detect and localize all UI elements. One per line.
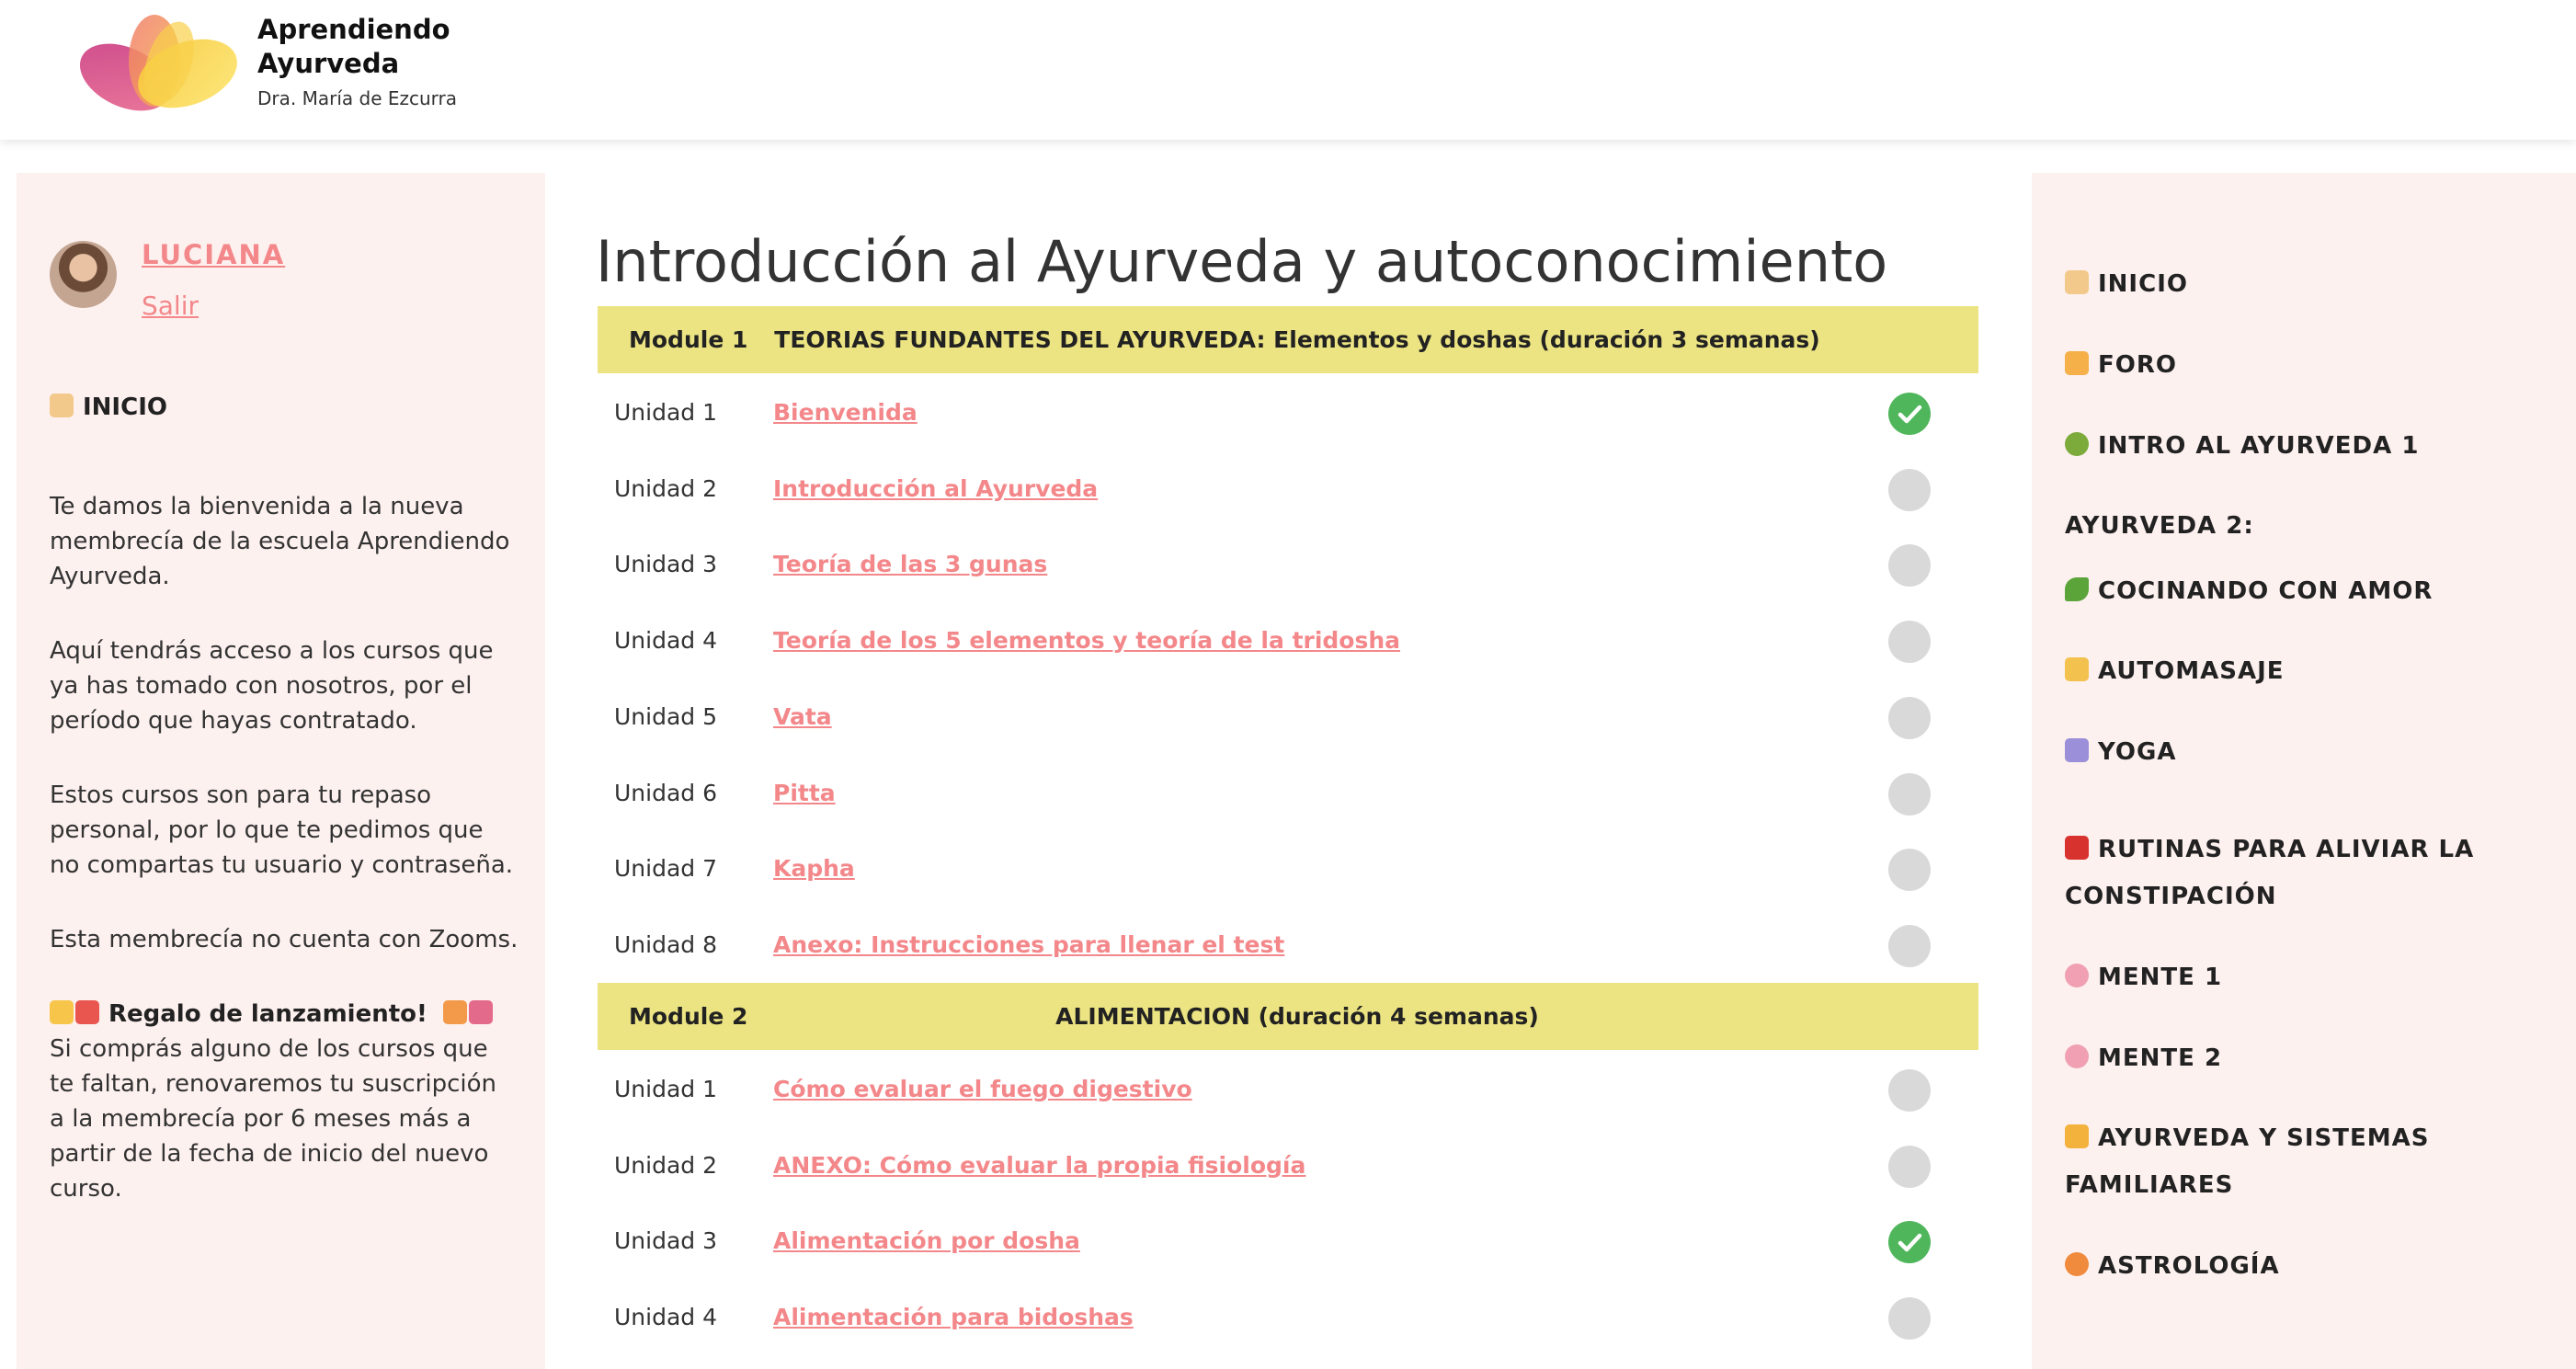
gift-title-text: Regalo de lanzamiento! [108,1000,427,1028]
unit-label: Unidad 1 [614,399,717,426]
unit-row [598,754,1978,829]
person-lotus-icon [2065,738,2089,762]
unit-row [598,450,1978,525]
nav-heading-ayurveda-2 [2065,503,2552,550]
maple-leaf-icon [2065,836,2089,860]
confetti-icon [469,1000,493,1024]
incomplete-status-icon [1888,925,1931,967]
module-title: ALIMENTACION (duración 4 semanas) [1055,1003,1539,1030]
incomplete-status-icon [1888,1146,1931,1188]
party-face-icon [50,1000,74,1024]
incomplete-status-icon [1888,849,1931,891]
unit-link[interactable]: Introducción al Ayurveda [773,475,1099,502]
incomplete-status-icon [1888,621,1931,663]
unit-label: Unidad 3 [614,1227,717,1254]
unit-label: Unidad 5 [614,703,717,730]
unit-link[interactable]: Alimentación para bidoshas [773,1304,1134,1330]
person-massage-icon [2065,657,2089,681]
unit-row [598,1050,1978,1125]
completed-check-icon [1888,393,1931,435]
brand-name[interactable]: Aprendiendo Ayurveda [257,14,450,79]
incomplete-status-icon [1888,544,1931,587]
gift-title [50,997,519,1032]
nav-item-label: RUTINAS PARA ALIVIAR LA CONSTIPACIÓN [2065,836,2475,910]
raised-hand-icon [2065,351,2089,375]
user-name-link[interactable]: LUCIANA [142,239,286,270]
nav-item-label: FORO [2098,351,2177,379]
nav-item-label: AYURVEDA Y SISTEMAS FAMILIARES [2065,1124,2430,1199]
unit-link[interactable]: Alimentación por dosha [773,1227,1080,1254]
privacy-paragraph: Estos cursos son para tu repaso personal, por lo que te pedimos que no compartas tu usuario y contraseña. [50,781,514,879]
nav-item-label: MENTE 2 [2098,1044,2223,1072]
welcome-paragraph: Te damos la bienvenida a la nueva membrecía de la escuela Aprendiendo Ayurveda. [50,493,510,590]
nav-item-astrologia[interactable] [2065,1243,2552,1290]
family-icon [2065,1124,2089,1148]
incomplete-status-icon [1888,1297,1931,1340]
incomplete-status-icon [1888,773,1931,816]
logout-link[interactable]: Salir [142,291,199,321]
gift-section [50,997,519,1206]
lotus-logo-icon[interactable] [77,9,245,114]
house-icon [2065,270,2089,294]
avatar [50,241,117,308]
nav-item-yoga[interactable] [2065,729,2552,776]
nav-item-rutinas-constipacion[interactable] [2065,827,2552,920]
nav-item-label: AUTOMASAJE [2098,657,2285,685]
nav-item-label: ASTROLOGÍA [2098,1252,2280,1280]
unit-row [598,906,1978,981]
zoom-paragraph: Esta membrecía no cuenta con Zooms. [50,926,519,953]
unit-link[interactable]: Vata [773,703,832,730]
brand[interactable] [257,13,496,109]
nav-item-inicio[interactable] [2065,261,2552,308]
unit-row [598,678,1978,753]
module-label: Module 1 [629,326,748,353]
nav-heading-label: AYURVEDA 2: [2065,512,2254,540]
brain-icon [2065,1044,2089,1068]
nav-item-mente-1[interactable] [2065,954,2552,1001]
unit-label: Unidad 4 [614,1304,717,1330]
left-inicio-link[interactable] [50,394,167,421]
unit-link[interactable]: Cómo evaluar el fuego digestivo [773,1076,1192,1102]
unit-label: Unidad 3 [614,551,717,577]
module-header [598,306,1978,373]
module-header [598,983,1978,1050]
unit-link[interactable]: Bienvenida [773,399,918,426]
access-paragraph: Aquí tendrás acceso a los cursos que ya has tomado con nosotros, por el período que hayas contratado. [50,637,494,735]
gift-icon [75,1000,99,1024]
unit-label: Unidad 8 [614,931,717,958]
incomplete-status-icon [1888,697,1931,739]
leafy-green-icon [2065,577,2089,601]
unit-row [598,1202,1978,1277]
unit-row [598,373,1978,449]
party-popper-icon [443,1000,467,1024]
nav-item-label: INTRO AL AYURVEDA 1 [2098,432,2420,460]
nav-item-automasaje[interactable] [2065,648,2552,695]
unit-label: Unidad 1 [614,1076,717,1102]
nav-item-label: INICIO [2098,270,2188,298]
nav-item-label: YOGA [2098,738,2177,766]
avocado-icon [2065,432,2089,456]
page-title: Introducción al Ayurveda y autoconocimiento [596,228,1888,295]
unit-label: Unidad 2 [614,1152,717,1179]
nav-item-label: MENTE 1 [2098,964,2223,991]
unit-label: Unidad 2 [614,475,717,502]
unit-row [598,525,1978,600]
unit-link[interactable]: Anexo: Instrucciones para llenar el test [773,931,1285,958]
brand-subtitle: Dra. María de Ezcurra [257,87,458,109]
brain-icon [2065,964,2089,987]
incomplete-status-icon [1888,469,1931,511]
unit-label: Unidad 4 [614,627,717,654]
nav-item-mente-2[interactable] [2065,1035,2552,1082]
unit-label: Unidad 6 [614,780,717,806]
ringed-planet-icon [2065,1252,2089,1276]
unit-link[interactable]: Teoría de los 5 elementos y teoría de la tridosha [773,627,1401,654]
nav-item-foro[interactable] [2065,342,2552,389]
completed-check-icon [1888,1221,1931,1263]
module-title: TEORIAS FUNDANTES DEL AYURVEDA: Elementos y doshas (duración 3 semanas) [774,326,1820,353]
incomplete-status-icon [1888,1069,1931,1112]
welcome-text [50,489,519,1206]
unit-row [598,1126,1978,1202]
nav-item-label: COCINANDO CON AMOR [2098,577,2434,605]
left-sidebar [17,173,545,1369]
unit-link[interactable]: Pitta [773,780,836,806]
unit-link[interactable]: Kapha [773,855,855,882]
left-inicio-label: INICIO [83,394,167,421]
unit-row [598,1278,1978,1353]
unit-link[interactable]: ANEXO: Cómo evaluar la propia fisiología [773,1152,1306,1179]
site-header [0,0,2576,140]
nav-item-intro-ayurveda-1[interactable] [2065,423,2552,470]
unit-row [598,829,1978,905]
right-nav [2032,173,2576,1369]
unit-label: Unidad 7 [614,855,717,882]
house-icon [50,394,74,417]
nav-item-cocinando-con-amor[interactable] [2065,568,2552,615]
gift-text: Si comprás alguno de los cursos que te faltan, renovaremos tu suscripción a la membrecía por 6 meses más a partir de la fecha de inicio del nuevo curso. [50,1035,497,1203]
nav-item-sistemas-familiares[interactable] [2065,1115,2552,1209]
module-label: Module 2 [629,1003,748,1030]
unit-link[interactable]: Teoría de las 3 gunas [773,551,1048,577]
unit-row [598,601,1978,677]
